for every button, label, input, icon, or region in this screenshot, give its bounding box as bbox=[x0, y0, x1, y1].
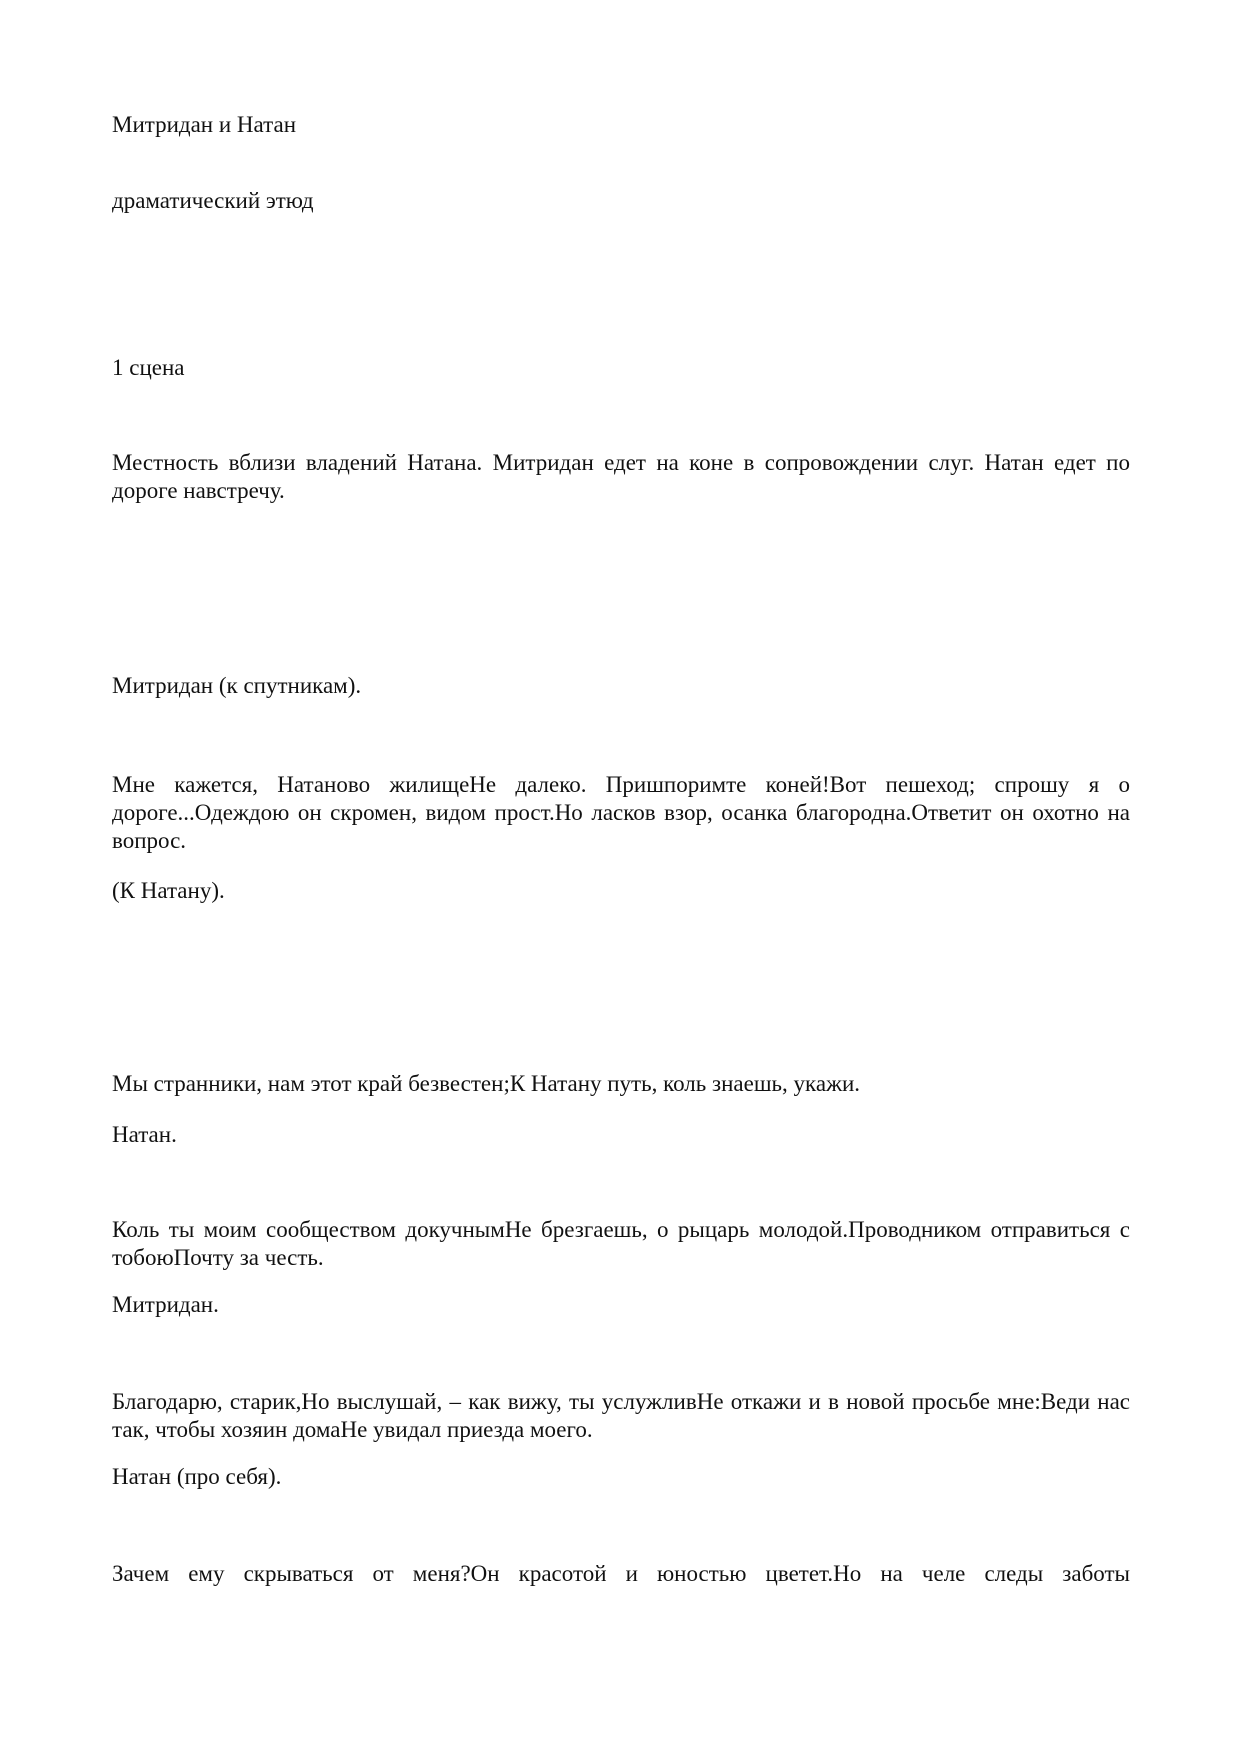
document-subtitle: драматический этюд bbox=[112, 188, 314, 213]
speaker-line: Натан. bbox=[112, 1122, 177, 1147]
speaker-line: Митридан. bbox=[112, 1292, 219, 1317]
speaker-line: Натан (про себя). bbox=[112, 1464, 282, 1489]
stage-direction: (К Натану). bbox=[112, 878, 225, 903]
speech-paragraph: Благодарю, старик,Но выслушай, – как вижу, ты услужливНе откажи и в новой просьбе мне:Веди нас так, чтобы хозяин домаНе увидал приезда моего. bbox=[112, 1389, 1130, 1442]
speaker-line: Митридан (к спутникам). bbox=[112, 673, 362, 698]
speech-paragraph: Зачем ему скрываться от меня?Он красотой и юностью цветет.Но на челе следы заботы bbox=[112, 1561, 1130, 1586]
scene-heading: 1 сцена bbox=[112, 355, 185, 380]
speech-paragraph: Мне кажется, Натаново жилищеНе далеко. Пришпоримте коней!Вот пешеход; спрошу я о дороге...Одеждою он скромен, видом прост.Но ласков взор, осанка благородна.Ответит он охотно на вопрос. bbox=[112, 772, 1130, 853]
speech-paragraph: Коль ты моим сообществом докучнымНе брезгаешь, о рыцарь молодой.Проводником отправиться с тобоюПочту за честь. bbox=[112, 1217, 1130, 1270]
document-title: Митридан и Натан bbox=[112, 112, 296, 137]
speech-paragraph: Мы странники, нам этот край безвестен;К Натану путь, коль знаешь, укажи. bbox=[112, 1071, 861, 1096]
stage-direction: Местность вблизи владений Натана. Митридан едет на коне в сопровождении слуг. Натан едет по дороге навстречу. bbox=[112, 450, 1130, 503]
